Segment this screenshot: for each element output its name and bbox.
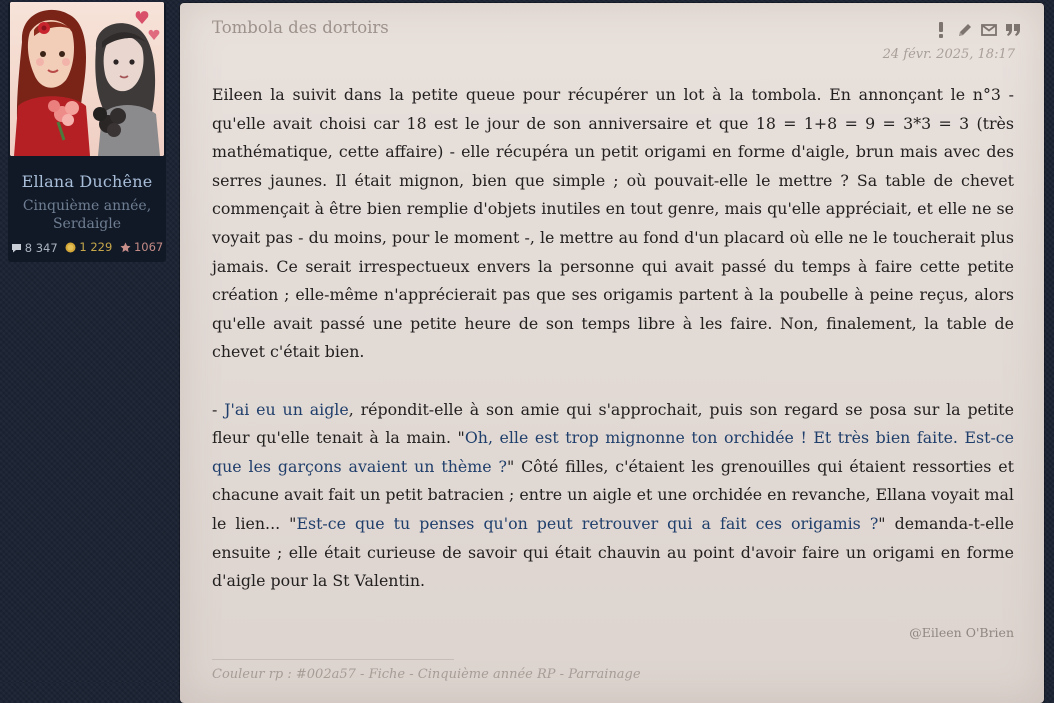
quote-button[interactable] (1004, 21, 1022, 39)
author-rank-year: Cinquième année, (22, 198, 152, 214)
post-date: 24 févr. 2025, 18:17 (882, 47, 1015, 62)
message-icon (981, 23, 997, 37)
report-button[interactable] (932, 21, 950, 39)
avatar[interactable] (10, 2, 164, 156)
narration-3: " demanda-t-elle ensuite ; elle était curieuse de savoir qui était chauvin au point d'avoir faire un origami en forme d'aigle pour la St Valentin. (212, 513, 1014, 591)
post-signature-tag[interactable]: @Eileen O'Brien (909, 625, 1014, 640)
coin-count-value: 1 229 (79, 240, 113, 254)
edit-icon (957, 22, 973, 38)
author-username[interactable]: Ellana Duchêne (21, 172, 153, 191)
signature-footer (212, 667, 641, 682)
author-stats (8, 240, 166, 256)
star-icon (120, 242, 131, 253)
message-count (11, 241, 58, 255)
message-button[interactable] (980, 21, 998, 39)
dialogue-quote-1: J'ai eu un aigle (224, 399, 349, 419)
post-paragraph-2 (212, 396, 1014, 596)
footer-separator-1: - (355, 667, 369, 682)
footer-separator-2: - (405, 667, 418, 682)
post-paragraph-1: Eileen la suivit dans la petite queue pour récupérer un lot à la tombola. En annonçant le n°3 - qu'elle avait choisi car 18 est le jour de son anniversaire et que 18 = 1+8 = 9 = 3*3 = 3 (très mathématique, cette affaire) - elle récupéra un petit origami en forme d'aigle, brun mais avec des serres jaunes. Il était mignon, bien que simple ; où pouvait-elle le mettre ? Sa table de chevet commençait à être bien remplie d'objets inutiles en tout genre, mais qu'elle appréciait, et elle ne se voyait pas - du moins, pour le moment -, le mettre au fond d'un placard où elle ne le toucherait plus jamais. Ce serait irrespectueux envers la personne qui avait passé du temps à faire cette petite création ; elle-même n'apprécierait pas que ses origamis partent à la poubelle à peine reçus, alors qu'elle avait passé une petite heure de son temps libre à les faire. Non, finalement, la table de chevet c'était bien. (212, 85, 1014, 362)
narration-2: " Côté filles, c'étaient les grenouilles qui étaient ressorties et chacune avait fait un petit batracien ; entre un aigle et une orchidée en revanche, Ellana voyait mal le lien... " (212, 456, 1014, 533)
post-title[interactable]: Tombola des dortoirs (212, 18, 389, 37)
parrainage-link[interactable]: Parrainage (568, 667, 641, 682)
author-rank-house: Serdaigle (52, 216, 122, 232)
signature-separator (212, 659, 454, 660)
author-rank (8, 197, 166, 233)
message-count-value: 8 347 (24, 240, 58, 255)
speech-bubble-icon (11, 243, 22, 253)
avatar-illustration (10, 2, 164, 156)
edit-button[interactable] (956, 21, 974, 39)
post-panel (180, 3, 1044, 703)
points-count (120, 240, 163, 254)
coin-icon (65, 242, 76, 253)
color-rp-label: Couleur rp : #002a57 (212, 667, 356, 682)
fiche-link[interactable]: Fiche (368, 667, 406, 682)
report-icon (938, 22, 944, 38)
coin-count (65, 240, 112, 254)
narration-1: , répondit-elle à son amie qui s'approchait, puis son regard se posa sur la petite fleur qu'elle tenait à la main. " (212, 399, 1014, 448)
dialogue-quote-2: Oh, elle est trop mignonne ton orchidée ! Et très bien faite. Est-ce que les garçons avaient un thème ? (212, 428, 1015, 476)
post-actions (932, 21, 1022, 39)
footer-separator-3: - (555, 667, 569, 682)
points-count-value: 1067 (133, 240, 164, 254)
cinquieme-annee-rp-link[interactable]: Cinquième année RP (417, 667, 556, 682)
dialogue-dash: - (212, 399, 225, 419)
quote-icon (1005, 23, 1021, 37)
post-body (212, 81, 1014, 596)
author-profile (8, 2, 166, 262)
dialogue-quote-3: Est-ce que tu penses qu'on peut retrouver qui a fait ces origamis ? (296, 513, 879, 533)
